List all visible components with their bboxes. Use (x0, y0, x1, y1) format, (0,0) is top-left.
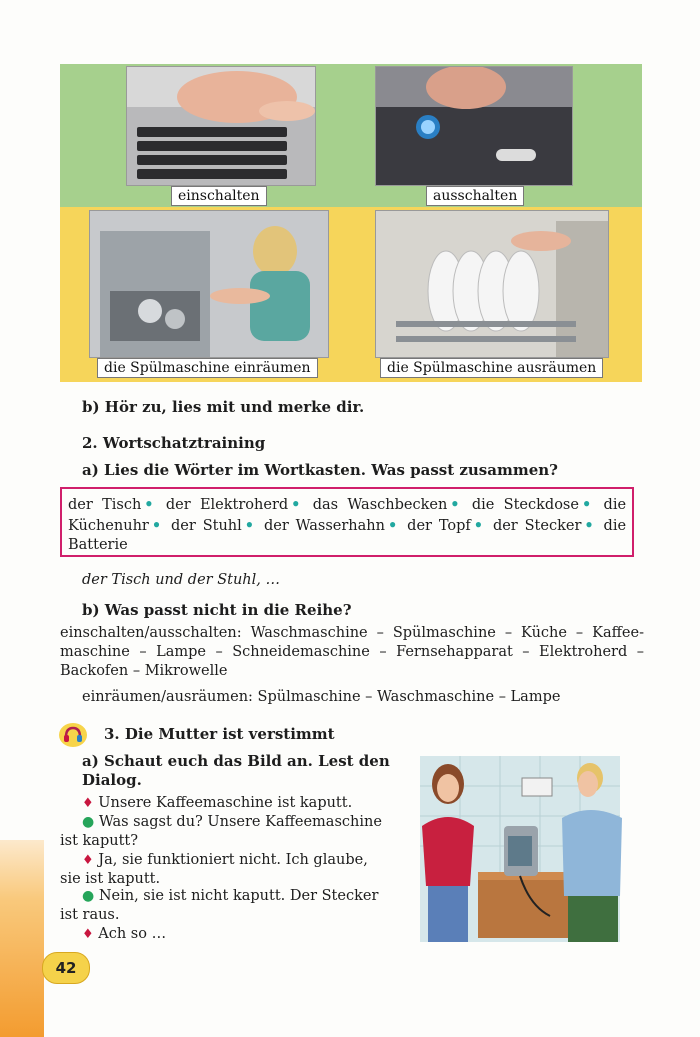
separator-dot: • (450, 496, 460, 513)
dialog-text: Was sagst du? Unsere Kaffeemaschine (98, 814, 382, 830)
photo-panel (60, 64, 642, 382)
dialog-line-4b: ist raus. (60, 907, 120, 923)
row1-line1: einschalten/ausschalten: Waschmaschine – Spülmaschine – Küche – Kaffee- (60, 625, 644, 641)
dialog-text: Ach so … (98, 926, 167, 942)
separator-dot: • (144, 496, 154, 513)
row1-line2: maschine – Lampe – Schneidemaschine – Fernsehapparat – Elektroherd – (60, 644, 644, 660)
section2-task-a: a) Lies die Wörter im Wortkasten. Was passt zusammen? (82, 461, 558, 479)
photo-einraeumen (89, 210, 329, 358)
word: der Elektroherd (165, 497, 289, 513)
task-listen: b) Hör zu, lies mit und merke dir. (82, 398, 365, 416)
row1-line3: Backofen – Mikrowelle (60, 663, 228, 679)
diamond-bullet-icon: ♦ (82, 927, 94, 942)
word: der Tisch (68, 497, 142, 513)
dialog-line-3b: sie ist kaputt. (60, 871, 161, 887)
photo-laptop (126, 66, 316, 186)
separator-dot: • (584, 516, 594, 534)
separator-dot: • (291, 496, 301, 513)
section3-task-a-line2: Dialog. (82, 771, 142, 789)
photo-ausraeumen (375, 210, 609, 358)
word: der Stuhl (171, 517, 242, 534)
photo-power-button (375, 66, 573, 186)
dialog-line-2 (82, 813, 382, 832)
separator-dot: • (151, 516, 162, 534)
section3-task-a-line1: a) Schaut euch das Bild an. Lest den (82, 752, 390, 770)
wortkasten (60, 487, 634, 557)
circle-bullet-icon: ● (82, 888, 95, 904)
dialog-text: Nein, sie ist nicht kaputt. Der Stecker (98, 888, 379, 904)
word: das Waschbecken (312, 497, 448, 513)
circle-bullet-icon: ● (82, 814, 95, 830)
word: der Wasserhahn (263, 517, 385, 534)
word: der Stecker (492, 517, 582, 534)
dialog-line-2b: ist kaputt? (60, 833, 138, 849)
dialog-line-3 (82, 851, 368, 871)
illustration-kitchen (400, 756, 640, 942)
word: die Batterie (68, 517, 627, 553)
section2-title: 2. Wortschatztraining (82, 434, 266, 452)
diamond-bullet-icon: ♦ (82, 796, 94, 811)
separator-dot: • (387, 516, 398, 534)
page-edge-strip (0, 840, 44, 1037)
section3-title: 3. Die Mutter ist verstimmt (104, 725, 335, 743)
dialog-text: Unsere Kaffeemaschine ist kaputt. (98, 795, 353, 811)
separator-dot: • (473, 516, 484, 534)
word: die Küchenuhr (68, 497, 627, 534)
section2-task-b: b) Was passt nicht in die Reihe? (82, 601, 352, 619)
page-number: 42 (42, 952, 90, 984)
dialog-line-4 (82, 887, 378, 906)
row2: einräumen/ausräumen: Spülmaschine – Waschmaschine – Lampe (82, 689, 561, 705)
dialog-line-5 (82, 925, 166, 945)
caption-ausschalten: ausschalten (426, 186, 524, 206)
separator-dot: • (581, 496, 592, 513)
dialog-text: Ja, sie funktioniert nicht. Ich glaube, (98, 852, 368, 868)
headphones-icon (58, 722, 88, 748)
caption-einraeumen: die Spülmaschine einräumen (97, 358, 318, 378)
diamond-bullet-icon: ♦ (82, 853, 94, 868)
separator-dot: • (244, 516, 255, 534)
word: der Topf (407, 517, 471, 534)
caption-ausraeumen: die Spülmaschine ausräumen (380, 358, 603, 378)
word: die Steckdose (471, 497, 579, 513)
dialog-line-1 (82, 794, 352, 814)
caption-einschalten: einschalten (171, 186, 267, 206)
example-answer: der Tisch und der Stuhl, … (82, 572, 280, 588)
